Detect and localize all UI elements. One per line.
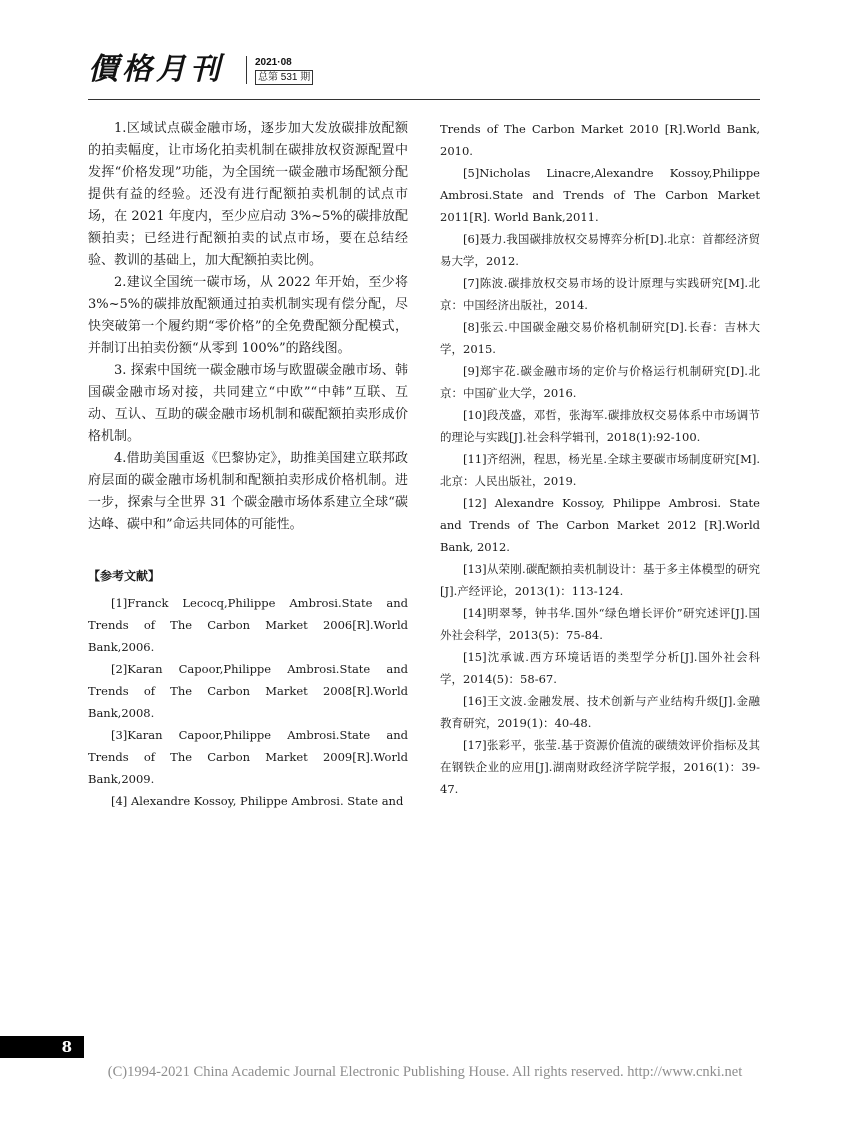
left-column [88,118,408,812]
issue-year: 2021·08 [255,57,292,68]
journal-header [88,50,760,100]
reference-15: [15]沈承诚.西方环境话语的类型学分析[J].国外社会科学，2014(5)：58-67. [440,650,760,686]
reference-13: [13]从荣刚.碳配额拍卖机制设计：基于多主体模型的研究[J].产经评论，2013(1)：113-124. [440,562,760,598]
recommendation-4: 4.借助美国重返《巴黎协定》，助推美国建立联邦政府层面的碳金融市场机制和配额拍卖形成价格机制。进一步，探索与全世界 31 个碳金融市场体系建立全球“碳达峰、碳中和”命运共同体的可能性。 [88,451,408,532]
recommendation-3: 3. 探索中国统一碳金融市场与欧盟碳金融市场、韩国碳金融市场对接，共同建立“中欧”“中韩”互联、互动、互认、互助的碳金融市场机制和碳配额拍卖形成价格机制。 [88,363,408,444]
reference-3: [3]Karan Capoor,Philippe Ambrosi.State and Trends of The Carbon Market 2009[R].World Bank,2009. [88,728,408,786]
reference-10: [10]段茂盛，邓哲，张海军.碳排放权交易体系中市场调节的理论与实践[J].社会科学辑刊，2018(1):92-100. [440,408,760,444]
reference-4: [4] Alexandre Kossoy, Philippe Ambrosi. State and [111,794,404,808]
reference-12: [12] Alexandre Kossoy, Philippe Ambrosi. State and Trends of The Carbon Market 2012 [R].World Bank, 2012. [440,496,760,554]
journal-masthead: 價格月刊 [88,52,224,87]
reference-8: [8]张云.中国碳金融交易价格机制研究[D].长春：吉林大学，2015. [440,320,760,356]
reference-4-continued: Trends of The Carbon Market 2010 [R].World Bank, 2010. [440,122,760,158]
copyright-footer: (C)1994-2021 China Academic Journal Electronic Publishing House. All rights reserved. http://www.cnki.net [107,1064,743,1080]
issue-total: 总第 531 期 [255,70,313,85]
reference-1: [1]Franck Lecocq,Philippe Ambrosi.State and Trends of The Carbon Market 2006[R].World Bank,2006. [88,596,408,654]
right-column [440,118,760,800]
page-number: 8 [0,1036,84,1058]
reference-17: [17]张彩平，张莹.基于资源价值流的碳绩效评价指标及其在钢铁企业的应用[J].湖南财政经济学院学报，2016(1)：39-47. [440,738,760,796]
reference-14: [14]明翠琴，钟书华.国外“绿色增长评价”研究述评[J].国外社会科学，2013(5)：75-84. [440,606,760,642]
issue-info [246,56,331,84]
reference-6: [6]聂力.我国碳排放权交易博弈分析[D].北京：首都经济贸易大学，2012. [440,232,760,268]
references-heading: 【参考文献】 [88,569,161,583]
recommendation-2: 2.建议全国统一碳市场，从 2022 年开始，至少将 3%~5%的碳排放配额通过拍卖机制实现有偿分配，尽快突破第一个履约期“零价格”的全免费配额分配模式，并制订出拍卖份额“从零到 100%”的路线图。 [88,275,408,356]
reference-16: [16]王文波.金融发展、技术创新与产业结构升级[J].金融教育研究，2019(1)：40-48. [440,694,760,730]
reference-11: [11]齐绍洲，程思，杨光星.全球主要碳市场制度研究[M].北京：人民出版社，2019. [440,452,760,488]
reference-7: [7]陈波.碳排放权交易市场的设计原理与实践研究[M].北京：中国经济出版社，2014. [440,276,760,312]
reference-5: [5]Nicholas Linacre,Alexandre Kossoy,Philippe Ambrosi.State and Trends of The Carbon Market 2011[R]. World Bank,2011. [440,166,760,224]
header-rule [88,99,760,100]
reference-2: [2]Karan Capoor,Philippe Ambrosi.State and Trends of The Carbon Market 2008[R].World Bank,2008. [88,662,408,720]
recommendation-1: 1.区域试点碳金融市场，逐步加大发放碳排放配额的拍卖幅度，让市场化拍卖机制在碳排放权资源配置中发挥“价格发现”功能，为全国统一碳金融市场配额分配提供有益的经验。还没有进行配额拍卖机制的试点市场，在 2021 年度内，至少应启动 3%~5%的碳排放配额拍卖；已经进行配额拍卖的试点市场，要在总结经验、教训的基础上，加大配额拍卖比例。 [88,121,408,268]
reference-9: [9]郑宇花.碳金融市场的定价与价格运行机制研究[D].北京：中国矿业大学，2016. [440,364,760,400]
